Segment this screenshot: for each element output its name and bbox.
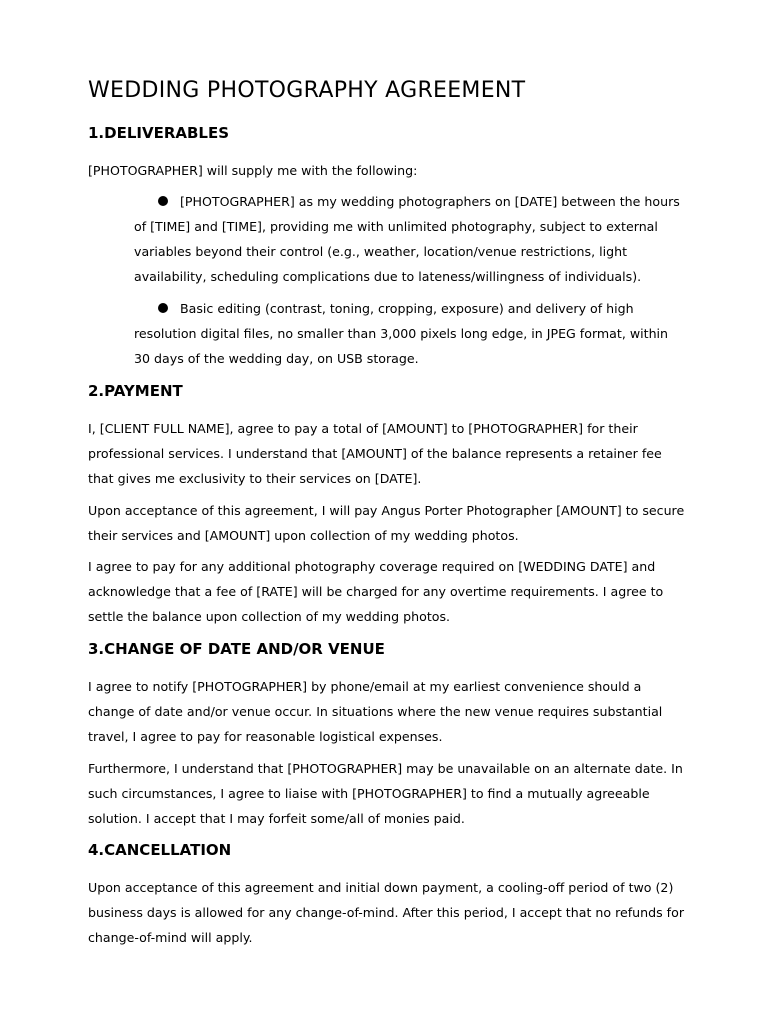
section-heading-change-of-date: 3.CHANGE OF DATE AND/OR VENUE xyxy=(88,640,385,658)
section-heading-deliverables: 1.DELIVERABLES xyxy=(88,124,230,142)
document-title: WEDDING PHOTOGRAPHY AGREEMENT xyxy=(88,78,526,103)
cancellation-paragraph: Upon acceptance of this agreement and initial down payment, a cooling-off period of two (2) business days is allowed for any change-of-mind. After this period, I accept that no refunds for change-of-mind will apply. xyxy=(88,880,685,945)
bullet-item xyxy=(134,296,684,371)
section-heading-cancellation: 4.CANCELLATION xyxy=(88,841,232,859)
bullet-text: Basic editing (contrast, toning, cropping, exposure) and delivery of high resolution digital files, no smaller than 3,000 pixels long edge, in JPEG format, within 30 days of the wedding day, on USB storage. xyxy=(134,301,669,366)
bullet-dot-icon xyxy=(158,196,168,206)
payment-paragraph: Upon acceptance of this agreement, I will pay Angus Porter Photographer [AMOUNT] to secure their services and [AMOUNT] upon collection of my wedding photos. xyxy=(88,503,685,543)
payment-paragraph: I, [CLIENT FULL NAME], agree to pay a total of [AMOUNT] to [PHOTOGRAPHER] for their professional services. I understand that [AMOUNT] of the balance represents a retainer fee that gives me exclusivity to their services on [DATE]. xyxy=(88,421,662,486)
bullet-item xyxy=(134,189,684,289)
bullet-dot-icon xyxy=(158,303,168,313)
deliverables-intro: [PHOTOGRAPHER] will supply me with the following: xyxy=(88,163,418,178)
change-of-date-paragraph: Furthermore, I understand that [PHOTOGRAPHER] may be unavailable on an alternate date. In such circumstances, I agree to liaise with [PHOTOGRAPHER] to find a mutually agreeable solution. I accept that I may forfeit some/all of monies paid. xyxy=(88,761,683,826)
section-heading-payment: 2.PAYMENT xyxy=(88,382,183,400)
bullet-text: [PHOTOGRAPHER] as my wedding photographers on [DATE] between the hours of [TIME] and [TIME], providing me with unlimited photography, subject to external variables beyond their control (e.g., weather, location/venue restrictions, light availability, scheduling complications due to lateness/willingness of individuals). xyxy=(134,194,680,284)
payment-paragraph: I agree to pay for any additional photography coverage required on [WEDDING DATE] and acknowledge that a fee of [RATE] will be charged for any overtime requirements. I agree to settle the balance upon collection of my wedding photos. xyxy=(88,559,664,624)
change-of-date-paragraph: I agree to notify [PHOTOGRAPHER] by phone/email at my earliest convenience should a change of date and/or venue occur. In situations where the new venue requires substantial travel, I agree to pay for reasonable logistical expenses. xyxy=(88,679,663,744)
